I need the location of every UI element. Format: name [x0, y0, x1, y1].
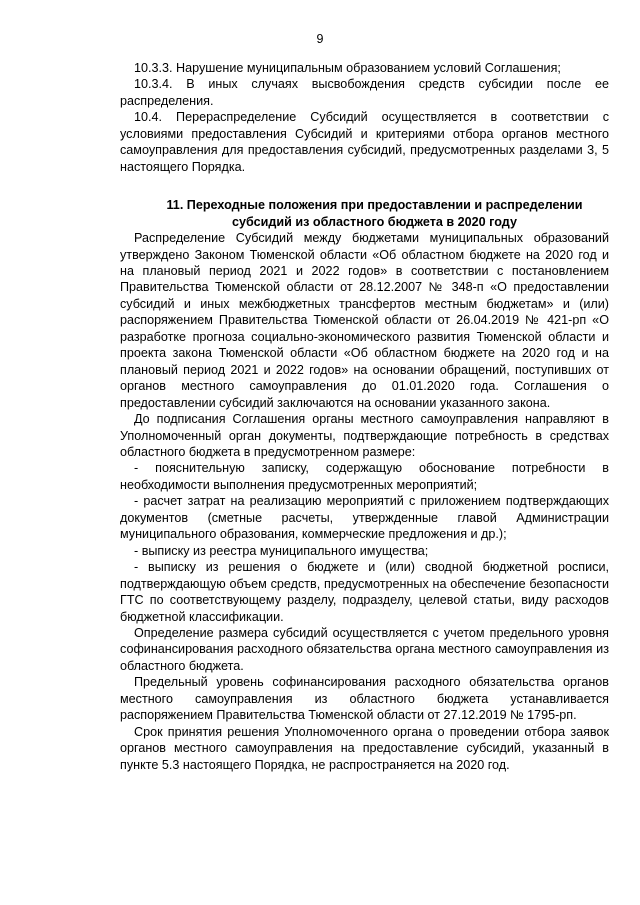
paragraph-10-4: 10.4. Перераспределение Субсидий осуществляется в соответствии с условиями предоставления Субсидий и критериями отбора органов местного самоуправления для предоставления субсидий, предусмотренных разделами 3, 5 настоящего Порядка. [120, 110, 609, 174]
paragraph-distribution: Распределение Субсидий между бюджетами муниципальных образований утверждено Законом Тюменской области «Об областном бюджете на 2020 год и на плановый период 2021 и 2022 годов» в соответствии с постановлением Правительства Тюменской области от 28.12.2007 № 348-п «О предоставлении субсидий и иных межбюджетных трансфертов местным бюджетам» и (или) распоряжением Правительства Тюменской области от 26.04.2019 № 421-рп «О разработке прогноза социально-экономического развития Тюменской области и проекта закона Тюменской области «Об областном бюджете на 2020 год и на плановый период 2021 и 2022 годов» на основании обращений, поступивших от органов местного самоуправления до 01.01.2020 года. Соглашения о предоставлении субсидий заключаются на основании указанного закона. [120, 231, 609, 410]
section-heading-line-1: 11. Переходные положения при предоставлении и распределении [166, 198, 583, 213]
page-number: 9 [316, 32, 324, 46]
paragraph-cofinancing-level: Предельный уровень софинансирования расходного обязательства органов местного самоуправления из областного бюджета устанавливается распоряжением Правительства Тюменской области от 27.12.2019 № 1795-рп. [120, 675, 609, 723]
list-item-cost-calculation: - расчет затрат на реализацию мероприятий с приложением подтверждающих документов (сметные расчеты, утвержденные главой Администрации муниципального образования, коммерческие предложения и др.); [120, 494, 609, 542]
list-item-budget-extract: - выписку из решения о бюджете и (или) сводной бюджетной росписи, подтверждающую объем средств, предусмотренных на обеспечение безопасности ГТС по соответствующему разделу, подразделу, целевой статьи, виду расходов бюджетной классификации. [120, 560, 609, 624]
section-heading [120, 197, 609, 230]
list-item-explanatory-note: - пояснительную записку, содержащую обоснование потребности в необходимости выполнения предусмотренных мероприятий; [120, 461, 609, 492]
paragraph-10-3-3: 10.3.3. Нарушение муниципальным образованием условий Соглашения; [134, 61, 561, 75]
paragraph-10-3-4: 10.3.4. В иных случаях высвобождения средств субсидии после ее распределения. [120, 77, 609, 108]
document-body [120, 60, 609, 773]
paragraph-documents-intro: До подписания Соглашения органы местного самоуправления направляют в Уполномоченный орган документы, подтверждающие потребность в средствах областного бюджета в предусмотренном размере: [120, 412, 609, 459]
section-spacer [120, 175, 609, 197]
paragraph-decision-deadline: Срок принятия решения Уполномоченного органа о проведении отбора заявок органов местного самоуправления на предоставление субсидий, указанный в пункте 5.3 настоящего Порядка, не распространяется на 2020 год. [120, 724, 609, 772]
section-heading-line-2: субсидий из областного бюджета в 2020 году [232, 214, 517, 229]
paragraph-subsidy-amount: Определение размера субсидий осуществляется с учетом предельного уровня софинансирования расходного обязательства органа местного самоуправления из областного бюджета. [120, 625, 609, 673]
list-item-property-register: - выписку из реестра муниципального имущества; [134, 543, 429, 558]
